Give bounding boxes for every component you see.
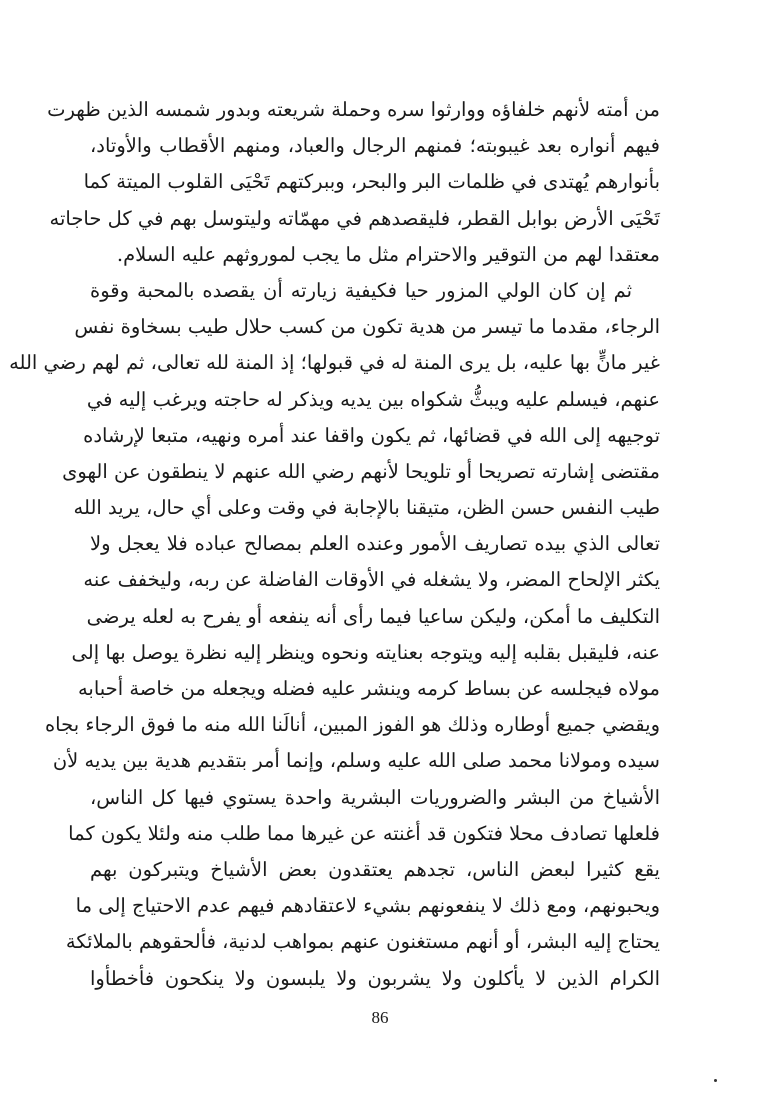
text-line-21: فلعلها تصادف محلا فتكون قد أغنته عن غيرها مما طلب منه ولئلا يكون كما xyxy=(68,821,660,845)
text-line-10: توجيهه إلى الله في قضائها، ثم يكون واقفا عند أمره ونهيه، متبعا لإرشاده xyxy=(83,423,660,447)
text-line-17: مولاه فيجلسه عن بساط كرمه وينشر عليه فضله ويجعله من خاصة أحبابه xyxy=(77,677,660,700)
text-line-6: ثم إن كان الولي المزور حيا فكيفية زيارته أن يقصده بالمحبة وقوة xyxy=(90,278,632,302)
page-number: 86 xyxy=(371,1008,389,1027)
scan-speck xyxy=(714,1079,717,1082)
text-line-11: مقتضى إشارته تصريحا أو تلويحا لأنهم رضي الله عنهم لا ينطقون عن الهوى xyxy=(62,459,660,483)
text-line-3: بأنوارهم يُهتدى في ظلمات البر والبحر، وببركتهم تَحْيَى القلوب الميتة كما xyxy=(83,170,660,194)
text-line-7: الرجاء، مقدما ما تيسر من هدية تكون من كسب حلال طيب بسخاوة نفس xyxy=(74,315,660,339)
text-line-2: فيهم أنواره بعد غيبوبته؛ فمنهم الرجال والعباد، ومنهم الأقطاب والأوتاد، xyxy=(90,134,660,158)
text-line-18: ويقضي جميع أوطاره وذلك هو الفوز المبين، أنالَنا الله منه ما فوق الرجاء بجاه xyxy=(44,713,660,737)
text-line-23: ويحبونهم، ومع ذلك لا ينفعونهم بشيء لاعتقادهم فيهم عدم الاحتياج إلى ما xyxy=(75,894,660,918)
text-line-12: طيب النفس حسن الظن، متيقنا بالإجابة في وقت وعلى أي حال، يريد الله xyxy=(73,496,660,520)
text-line-4: تَحْيَى الأرض بوابل القطر، فليقصدهم في مهمّاته وليتوسل بهم في كل حاجاته xyxy=(49,206,660,230)
text-line-22: يقع كثيرا لبعض الناس، تجدهم يعتقدون بعض الأشياخ ويتبركون بهم xyxy=(90,857,660,881)
text-line-14: يكثر الإلحاح المضر، ولا يشغله في الأوقات الفاضلة عن ربه، وليخفف عنه xyxy=(83,568,660,592)
text-line-1: من أمته لأنهم خلفاؤه ووارثوا سره وحملة شريعته وبدور شمسه الذين ظهرت xyxy=(47,98,660,121)
text-line-19: سيده ومولانا محمد صلى الله عليه وسلم، وإنما أمر بتقديم هدية بين يديه لأن xyxy=(52,749,660,773)
text-line-16: عنه، فليقبل بقلبه إليه ويتوجه بعنايته ونحوه وينظر إليه نظرة يوصل بها إلى xyxy=(71,640,660,664)
text-line-9: عنهم، فيسلم عليه ويبثُّ شكواه بين يديه ويذكر له حاجته ويرغب إليه في xyxy=(86,387,660,411)
text-line-24: يحتاج إليه البشر، أو أنهم مستغنون عنهم بمواهب لدنية، فألحقوهم بالملائكة xyxy=(65,930,660,954)
text-line-15: التكليف ما أمكن، وليكن ساعيا فيما رأى أنه ينفعه أو يفرح به لعله يرضى xyxy=(86,604,660,628)
text-line-5: معتقدا لهم من التوقير والاحترام مثل ما يجب لموروثهم عليه السلام. xyxy=(116,242,660,266)
text-line-25: الكرام الذين لا يأكلون ولا يشربون ولا يلبسون ولا ينكحون فأخطأوا xyxy=(90,966,660,990)
text-line-13: تعالى الذي بيده تصاريف الأمور وعنده العلم بمصالح عباده فلا يعجل ولا xyxy=(90,532,660,556)
body-text xyxy=(9,92,660,997)
text-line-8: غير مانٍّ بها عليه، بل يرى المنة له في قبولها؛ إذ المنة لله تعالى، ثم لهم رضي الله xyxy=(9,351,660,375)
text-line-20: الأشياخ من البشر والضروريات البشرية واحدة يستوي فيها كل الناس، xyxy=(90,785,660,809)
